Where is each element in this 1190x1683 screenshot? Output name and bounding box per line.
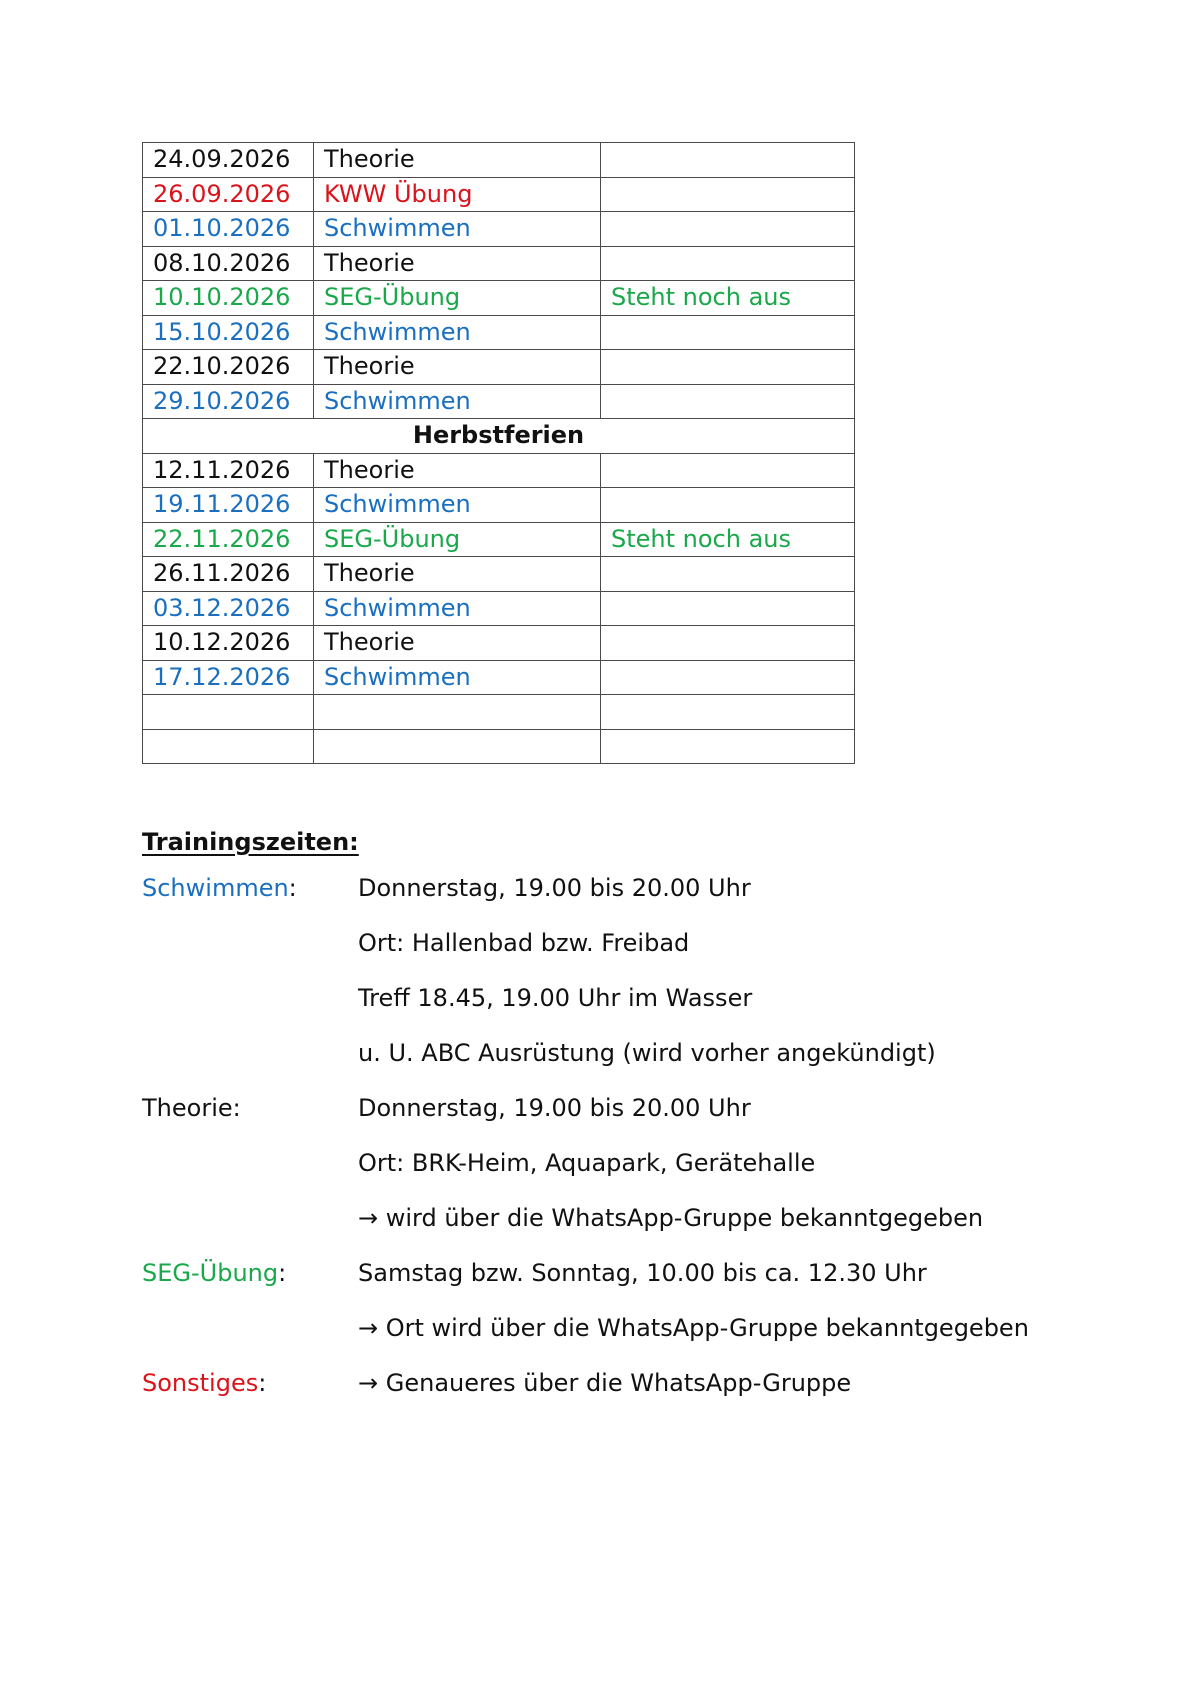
schwimmen-line: Treff 18.45, 19.00 Uhr im Wasser: [358, 984, 753, 1012]
activity-cell: SEG-Übung: [314, 281, 601, 316]
date-cell: 10.10.2026: [143, 281, 314, 316]
date-cell: 15.10.2026: [143, 315, 314, 350]
note-cell: [601, 626, 855, 661]
activity-cell: Theorie: [314, 557, 601, 592]
date-cell: 19.11.2026: [143, 488, 314, 523]
schedule-row: [143, 384, 855, 419]
schedule-row: [143, 350, 855, 385]
seg-label-colon: :: [278, 1259, 287, 1287]
date-cell: 10.12.2026: [143, 626, 314, 661]
activity-cell: Schwimmen: [314, 315, 601, 350]
schedule-row: [143, 246, 855, 281]
schwimmen-line: Donnerstag, 19.00 bis 20.00 Uhr: [358, 874, 751, 902]
date-cell: 26.11.2026: [143, 557, 314, 592]
schedule-row: [143, 695, 855, 730]
schedule-row: [143, 729, 855, 764]
note-cell: [601, 695, 855, 730]
note-cell: [601, 557, 855, 592]
note-cell: [601, 350, 855, 385]
note-cell: [601, 384, 855, 419]
section-title: Herbstferien: [143, 419, 855, 454]
schwimmen-line: Ort: Hallenbad bzw. Freibad: [358, 929, 690, 957]
sonstiges-label-colon: :: [258, 1369, 267, 1397]
schedule-row: [143, 660, 855, 695]
activity-cell: Schwimmen: [314, 591, 601, 626]
theorie-label: Theorie:: [142, 1094, 241, 1122]
schedule-row: [143, 281, 855, 316]
note-cell: [601, 453, 855, 488]
sonstiges-line: → Genaueres über die WhatsApp-Gruppe: [358, 1369, 852, 1397]
schedule-body: [143, 143, 855, 764]
date-cell: 12.11.2026: [143, 453, 314, 488]
note-cell: [601, 315, 855, 350]
note-cell: [601, 212, 855, 247]
activity-cell: Theorie: [314, 350, 601, 385]
schwimmen-label: [142, 873, 297, 903]
date-cell: 29.10.2026: [143, 384, 314, 419]
schedule-row: [143, 453, 855, 488]
theorie-line: Ort: BRK-Heim, Aquapark, Gerätehalle: [358, 1149, 816, 1177]
schedule-row: [143, 591, 855, 626]
activity-cell: Schwimmen: [314, 488, 601, 523]
schedule-row: [143, 177, 855, 212]
date-cell: 03.12.2026: [143, 591, 314, 626]
schedule-row: [143, 488, 855, 523]
date-cell: [143, 695, 314, 730]
sonstiges-label: [142, 1368, 266, 1398]
schedule-row: [143, 143, 855, 178]
schedule-table: [142, 142, 855, 764]
date-cell: 08.10.2026: [143, 246, 314, 281]
date-cell: 26.09.2026: [143, 177, 314, 212]
seg-label-text: SEG-Übung: [142, 1259, 279, 1287]
date-cell: 24.09.2026: [143, 143, 314, 178]
activity-cell: Theorie: [314, 453, 601, 488]
note-cell: [601, 591, 855, 626]
schwimmen-label-colon: :: [288, 874, 297, 902]
date-cell: [143, 729, 314, 764]
theorie-line: → wird über die WhatsApp-Gruppe bekanntgegeben: [358, 1204, 984, 1232]
activity-cell: [314, 695, 601, 730]
seg-line: → Ort wird über die WhatsApp-Gruppe bekanntgegeben: [358, 1314, 1029, 1342]
activity-cell: Schwimmen: [314, 384, 601, 419]
activity-cell: [314, 729, 601, 764]
section-row: [143, 419, 855, 454]
schedule-row: [143, 212, 855, 247]
activity-cell: Schwimmen: [314, 660, 601, 695]
sonstiges-label-text: Sonstiges: [142, 1369, 259, 1397]
training-times-heading: Trainingszeiten:: [142, 828, 359, 856]
note-cell: Steht noch aus: [601, 281, 855, 316]
activity-cell: KWW Übung: [314, 177, 601, 212]
seg-line: Samstag bzw. Sonntag, 10.00 bis ca. 12.30 Uhr: [358, 1259, 927, 1287]
note-cell: [601, 488, 855, 523]
theorie-line: Donnerstag, 19.00 bis 20.00 Uhr: [358, 1094, 751, 1122]
schedule-row: [143, 557, 855, 592]
note-cell: [601, 660, 855, 695]
schwimmen-label-text: Schwimmen: [142, 874, 289, 902]
seg-label: [142, 1258, 286, 1288]
activity-cell: Theorie: [314, 143, 601, 178]
date-cell: 22.10.2026: [143, 350, 314, 385]
schwimmen-line: u. U. ABC Ausrüstung (wird vorher angekündigt): [358, 1039, 936, 1067]
activity-cell: Theorie: [314, 246, 601, 281]
note-cell: [601, 177, 855, 212]
note-cell: [601, 143, 855, 178]
schedule-row: [143, 315, 855, 350]
note-cell: [601, 729, 855, 764]
activity-cell: Theorie: [314, 626, 601, 661]
date-cell: 22.11.2026: [143, 522, 314, 557]
note-cell: [601, 246, 855, 281]
date-cell: 17.12.2026: [143, 660, 314, 695]
date-cell: 01.10.2026: [143, 212, 314, 247]
schedule-row: [143, 626, 855, 661]
activity-cell: SEG-Übung: [314, 522, 601, 557]
note-cell: Steht noch aus: [601, 522, 855, 557]
schedule-row: [143, 522, 855, 557]
activity-cell: Schwimmen: [314, 212, 601, 247]
